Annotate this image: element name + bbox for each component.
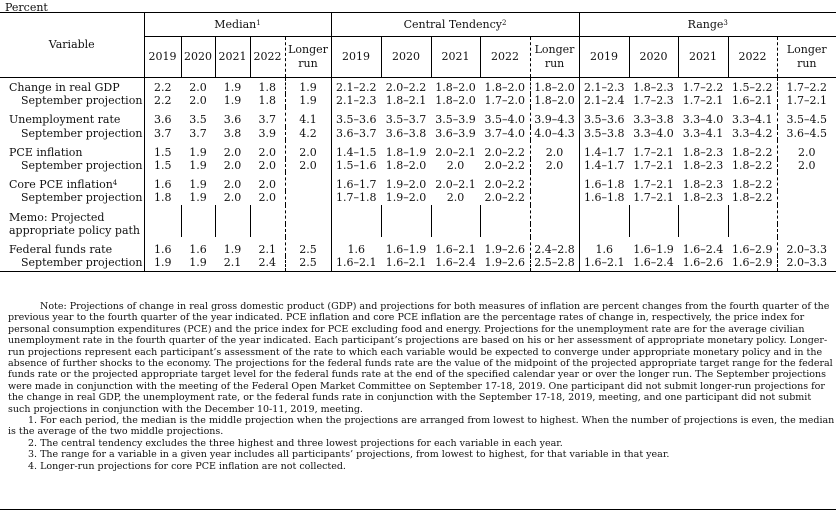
median-cell: 1.6 bbox=[144, 172, 181, 191]
ct-cell: 2.0–2.2 bbox=[484, 178, 526, 192]
year-header: 2019 bbox=[579, 37, 629, 78]
row-label bbox=[0, 78, 144, 95]
longer-run-header: Longer run bbox=[777, 37, 836, 78]
year-header: 2021 bbox=[678, 37, 728, 78]
range-cell: 1.8–2.3 bbox=[682, 191, 724, 205]
median-cell: 1.8 bbox=[144, 191, 181, 204]
empty-cell bbox=[181, 224, 215, 237]
ct-cell: 2.1–2.3 bbox=[331, 94, 381, 107]
variable-row bbox=[0, 140, 836, 159]
range-cell: 1.8–2.3 bbox=[682, 159, 724, 173]
row-label-text: Change in real GDP bbox=[9, 81, 120, 94]
memo-line-1: Memo: Projected bbox=[9, 210, 105, 224]
memo-line-2: appropriate policy path bbox=[9, 223, 141, 237]
median-cell: 1.8 bbox=[258, 81, 276, 94]
range-cell: 1.7–2.1 bbox=[633, 159, 674, 173]
range-cell: 1.6–2.9 bbox=[732, 243, 773, 257]
ct-cell: 1.4–1.5 bbox=[331, 140, 381, 159]
empty-cell bbox=[381, 205, 431, 224]
range-cell: 3.5–3.6 bbox=[579, 107, 629, 126]
empty-cell bbox=[678, 224, 728, 237]
row-label bbox=[0, 256, 144, 272]
empty-cell bbox=[777, 224, 836, 237]
empty-cell bbox=[728, 224, 777, 237]
row-label-text: September projection bbox=[21, 256, 143, 270]
range-cell: 3.3–4.1 bbox=[732, 113, 773, 127]
empty-cell bbox=[530, 224, 579, 237]
range-cell: 1.8–2.2 bbox=[732, 159, 773, 173]
ct-cell: 1.8–2.0 bbox=[385, 159, 427, 173]
footnote-3: 3. The range for a variable in a given year includes all participants’ projections, from lowest to highest, for that variable in that year. bbox=[28, 449, 670, 461]
variable-row bbox=[0, 172, 836, 191]
ct-cell: 1.8–2.0 bbox=[435, 81, 476, 94]
september-projection-row bbox=[0, 94, 836, 107]
range-cell: 3.5–4.5 bbox=[777, 107, 836, 126]
september-projection-row bbox=[0, 159, 836, 172]
empty-cell bbox=[579, 205, 629, 224]
row-label-text: September projection bbox=[21, 191, 143, 205]
range-cell: 1.8–2.2 bbox=[732, 191, 773, 205]
ct-cell: 1.5–1.6 bbox=[331, 159, 381, 172]
range-cell: 2.0 bbox=[777, 159, 836, 172]
empty-cell bbox=[331, 205, 381, 224]
median-cell: 1.8 bbox=[258, 94, 276, 108]
median-cell: 2.0 bbox=[285, 159, 331, 172]
empty-cell bbox=[777, 205, 836, 224]
range-cell: 1.7–2.2 bbox=[682, 81, 724, 94]
median-cell: 3.8 bbox=[223, 126, 242, 140]
empty-cell bbox=[250, 224, 285, 237]
range-cell: 1.6–2.6 bbox=[678, 256, 728, 272]
ct-cell: 1.6–2.1 bbox=[435, 243, 476, 257]
median-cell: 2.0 bbox=[223, 145, 242, 159]
median-cell bbox=[285, 172, 331, 191]
september-projection-row bbox=[0, 127, 836, 140]
range-cell: 1.7–2.1 bbox=[633, 145, 674, 159]
empty-cell bbox=[285, 224, 331, 237]
ct-cell: 2.4–2.8 bbox=[530, 237, 579, 256]
ct-cell: 3.5–3.7 bbox=[385, 113, 427, 127]
range-cell: 1.8–2.2 bbox=[732, 178, 773, 192]
row-label bbox=[0, 237, 144, 256]
median-cell: 1.9 bbox=[189, 145, 207, 159]
empty-cell bbox=[250, 205, 285, 224]
footnote-2: 2. The central tendency excludes the three highest and three lowest projections for each variable in each year. bbox=[28, 437, 563, 449]
ct-cell: 1.7–1.8 bbox=[331, 191, 381, 204]
year-header: 2020 bbox=[181, 37, 215, 78]
ct-cell: 1.9–2.0 bbox=[385, 191, 427, 205]
year-header: 2022 bbox=[480, 37, 530, 78]
median-header: Median$^1$ bbox=[144, 13, 331, 37]
range-cell: 2.0–3.3 bbox=[777, 256, 836, 272]
ct-cell: 2.0–2.1 bbox=[435, 145, 476, 159]
median-cell: 2.0 bbox=[223, 191, 242, 205]
empty-cell bbox=[431, 224, 480, 237]
median-cell: 1.9 bbox=[223, 243, 242, 257]
median-cell: 2.2 bbox=[144, 94, 181, 107]
median-cell: 2.2 bbox=[144, 78, 181, 95]
range-cell: 1.7–2.1 bbox=[777, 94, 836, 107]
range-cell: 1.6–1.9 bbox=[633, 243, 674, 257]
range-cell: 1.8–2.3 bbox=[633, 81, 674, 94]
ct-cell: 1.9–2.0 bbox=[385, 178, 427, 192]
range-cell: 3.5–3.8 bbox=[579, 127, 629, 140]
empty-cell bbox=[480, 205, 530, 224]
ct-cell: 3.7–4.0 bbox=[484, 126, 526, 140]
range-cell: 1.5–2.2 bbox=[732, 81, 773, 94]
median-cell: 2.1 bbox=[215, 256, 250, 272]
ct-cell: 1.9–2.6 bbox=[480, 256, 530, 272]
year-header: 2019 bbox=[144, 37, 181, 78]
median-cell: 2.0 bbox=[189, 81, 207, 94]
ct-cell: 3.6–3.7 bbox=[331, 127, 381, 140]
variable-row bbox=[0, 78, 836, 95]
projections-table bbox=[0, 12, 836, 272]
median-cell: 2.0 bbox=[258, 145, 276, 159]
ct-cell: 3.9–4.3 bbox=[530, 107, 579, 126]
ct-cell: 2.0 bbox=[530, 159, 579, 172]
footnote-marker: 4 bbox=[112, 179, 118, 188]
row-label-text: PCE inflation bbox=[9, 145, 83, 159]
ct-cell: 1.8–2.0 bbox=[530, 94, 579, 107]
median-cell: 2.0 bbox=[189, 94, 207, 108]
median-cell: 2.0 bbox=[258, 178, 276, 192]
row-label-text: Unemployment rate bbox=[9, 113, 121, 127]
footnote-4: 4. Longer-run projections for core PCE inflation are not collected. bbox=[28, 460, 346, 472]
median-cell: 1.6 bbox=[144, 237, 181, 256]
year-header: 2020 bbox=[629, 37, 678, 78]
ct-cell: 1.8–2.1 bbox=[385, 94, 427, 108]
median-cell: 1.5 bbox=[144, 159, 181, 172]
median-cell: 1.5 bbox=[144, 140, 181, 159]
range-cell: 2.0 bbox=[777, 140, 836, 159]
ct-cell: 2.5–2.8 bbox=[530, 256, 579, 272]
ct-cell: 2.1–2.2 bbox=[331, 78, 381, 95]
ct-cell: 2.0–2.2 bbox=[385, 81, 427, 94]
range-cell: 1.7–2.3 bbox=[633, 94, 674, 108]
empty-cell bbox=[728, 205, 777, 224]
empty-cell bbox=[480, 224, 530, 237]
empty-cell bbox=[431, 205, 480, 224]
ct-cell bbox=[530, 191, 579, 204]
memo-row bbox=[0, 205, 836, 224]
range-cell: 2.0–3.3 bbox=[777, 237, 836, 256]
empty-cell bbox=[181, 205, 215, 224]
median-cell: 1.9 bbox=[189, 191, 207, 205]
range-cell: 1.7–2.1 bbox=[633, 178, 674, 192]
ct-cell: 1.6–2.1 bbox=[331, 256, 381, 272]
range-cell: 1.6–2.9 bbox=[728, 256, 777, 272]
median-cell: 2.1 bbox=[258, 243, 276, 257]
empty-cell bbox=[579, 224, 629, 237]
range-cell: 1.7–2.1 bbox=[682, 94, 724, 108]
median-cell: 1.9 bbox=[285, 78, 331, 95]
year-header: 2020 bbox=[381, 37, 431, 78]
row-label bbox=[0, 140, 144, 159]
row-label-text: Core PCE inflation bbox=[9, 178, 113, 192]
ct-cell: 1.7–2.0 bbox=[484, 94, 526, 108]
range-cell: 3.3–4.0 bbox=[633, 126, 674, 140]
range-cell: 1.8–2.3 bbox=[682, 145, 724, 159]
central-tendency-header: Central Tendency$^2$ bbox=[331, 13, 579, 37]
row-label bbox=[0, 172, 144, 191]
median-cell: 2.0 bbox=[285, 140, 331, 159]
ct-cell: 2.0 bbox=[446, 191, 465, 205]
ct-cell: 1.8–2.0 bbox=[435, 94, 476, 108]
range-cell: 3.6–4.5 bbox=[777, 127, 836, 140]
ct-cell: 3.6–3.8 bbox=[385, 126, 427, 140]
ct-cell: 2.0 bbox=[530, 140, 579, 159]
row-label bbox=[0, 107, 144, 126]
range-cell: 1.7–2.1 bbox=[633, 191, 674, 205]
empty-cell bbox=[331, 224, 381, 237]
row-label bbox=[0, 159, 144, 172]
empty-cell bbox=[530, 205, 579, 224]
range-cell: 1.4–1.7 bbox=[579, 140, 629, 159]
range-cell: 3.3–4.0 bbox=[682, 113, 724, 127]
year-header: 2021 bbox=[431, 37, 480, 78]
row-label bbox=[0, 127, 144, 140]
empty-cell bbox=[678, 205, 728, 224]
empty-cell bbox=[215, 205, 250, 224]
median-cell: 1.9 bbox=[223, 94, 242, 108]
range-cell: 1.4–1.7 bbox=[579, 159, 629, 172]
ct-cell: 1.8–1.9 bbox=[385, 145, 427, 159]
ct-cell: 1.8–2.0 bbox=[530, 78, 579, 95]
year-header: 2022 bbox=[250, 37, 285, 78]
row-label-text: September projection bbox=[21, 94, 143, 108]
empty-cell bbox=[215, 224, 250, 237]
memo-row bbox=[0, 224, 836, 237]
median-cell: 4.1 bbox=[285, 107, 331, 126]
ct-cell: 1.6–1.9 bbox=[385, 243, 427, 257]
year-header: 2022 bbox=[728, 37, 777, 78]
range-cell: 1.6–2.4 bbox=[629, 256, 678, 272]
median-cell: 2.0 bbox=[258, 191, 276, 205]
ct-cell: 1.6–2.1 bbox=[381, 256, 431, 272]
ct-cell: 3.6–3.9 bbox=[435, 126, 476, 140]
row-label bbox=[0, 94, 144, 107]
median-cell: 3.7 bbox=[189, 126, 207, 140]
median-cell: 2.5 bbox=[285, 256, 331, 272]
median-cell: 1.9 bbox=[223, 81, 242, 94]
year-header: 2019 bbox=[331, 37, 381, 78]
median-cell: 3.7 bbox=[258, 113, 276, 127]
range-cell: 3.3–4.1 bbox=[682, 126, 724, 140]
longer-run-header: Longer run bbox=[285, 37, 331, 78]
range-cell bbox=[777, 172, 836, 191]
variable-header: Variable bbox=[0, 13, 144, 78]
range-cell bbox=[777, 191, 836, 204]
range-cell: 1.6–1.8 bbox=[579, 172, 629, 191]
median-cell bbox=[285, 191, 331, 204]
median-cell: 3.6 bbox=[144, 107, 181, 126]
ct-cell: 3.5–3.6 bbox=[331, 107, 381, 126]
empty-cell bbox=[629, 224, 678, 237]
row-label-text: Federal funds rate bbox=[9, 243, 113, 257]
ct-cell: 1.6–1.7 bbox=[331, 172, 381, 191]
median-cell: 3.9 bbox=[258, 126, 276, 140]
median-cell: 1.9 bbox=[189, 178, 207, 192]
median-cell: 1.6 bbox=[189, 243, 207, 257]
range-cell: 1.7–2.2 bbox=[777, 78, 836, 95]
ct-cell: 2.0–2.2 bbox=[484, 145, 526, 159]
ct-cell: 1.6 bbox=[331, 237, 381, 256]
range-cell: 2.1–2.4 bbox=[579, 94, 629, 107]
range-cell: 1.6–2.1 bbox=[732, 94, 773, 108]
ct-cell: 2.0–2.2 bbox=[484, 191, 526, 205]
empty-cell bbox=[629, 205, 678, 224]
range-cell: 1.6 bbox=[579, 237, 629, 256]
range-cell: 1.8–2.3 bbox=[682, 178, 724, 192]
ct-cell: 1.6–2.4 bbox=[431, 256, 480, 272]
empty-cell bbox=[144, 205, 181, 224]
row-label bbox=[0, 191, 144, 204]
range-cell: 3.3–3.8 bbox=[633, 113, 674, 127]
table-body bbox=[0, 78, 836, 272]
september-projection-row bbox=[0, 191, 836, 204]
range-cell: 1.8–2.2 bbox=[732, 145, 773, 159]
ct-cell: 3.5–4.0 bbox=[484, 113, 526, 127]
ct-cell: 2.0–2.2 bbox=[484, 159, 526, 173]
median-cell: 3.7 bbox=[144, 127, 181, 140]
range-header: Range$^3$ bbox=[579, 13, 836, 37]
range-cell: 2.1–2.3 bbox=[579, 78, 629, 95]
row-label-text: September projection bbox=[21, 126, 143, 140]
median-cell: 1.9 bbox=[189, 159, 207, 173]
note-main: Note: Projections of change in real gross domestic product (GDP) and projections for both measures of inflation are percent changes from the fourth quarter of the previous year to the fourth quarter of the year indicated. PCE inflation and core PCE inflation are the percentage rates of change in, respectively, the price index for personal consumption expenditures (PCE) and the price index for PCE excluding food and energy. Projections for the unemployment rate are for the average civilian unemployment rate in the fourth quarter of the year indicated. Each participant’s projections are based on his or her assessment of appropriate monetary policy. Longer-run projections represent each participant’s assessment of the rate to which each variable would be expected to converge under appropriate monetary policy and in the absence of further shocks to the economy. The projections for the federal funds rate are the value of the midpoint of the projected appropriate target range for the federal funds rate or the projected appropriate target level for the federal funds rate at the end of the specified calendar year or over the longer run. The September projections were made in conjunction with the meeting of the Federal Open Market Committee on September 17-18, 2019. One participant did not submit longer-run projections for the change in real GDP, the unemployment rate, or the federal funds rate in conjunction with the September 17-18, 2019, meeting, and one participant did not submit such projections in conjunction with the December 10-11, 2019, meeting. bbox=[8, 301, 833, 415]
year-header: 2021 bbox=[215, 37, 250, 78]
ct-cell: 2.0 bbox=[446, 159, 465, 173]
median-cell: 2.0 bbox=[223, 178, 242, 192]
empty-cell bbox=[144, 224, 181, 237]
range-cell: 1.6–2.1 bbox=[579, 256, 629, 272]
variable-row bbox=[0, 107, 836, 126]
median-cell: 1.9 bbox=[285, 94, 331, 107]
median-cell: 2.0 bbox=[258, 159, 276, 173]
table-notes bbox=[0, 301, 836, 510]
september-projection-row bbox=[0, 256, 836, 272]
median-cell: 4.2 bbox=[285, 127, 331, 140]
median-cell: 2.4 bbox=[250, 256, 285, 272]
range-cell: 1.6–2.4 bbox=[682, 243, 724, 257]
ct-cell: 1.8–2.0 bbox=[484, 81, 526, 94]
range-cell: 3.3–4.2 bbox=[732, 126, 773, 140]
range-cell: 1.6–1.8 bbox=[579, 191, 629, 204]
empty-cell bbox=[381, 224, 431, 237]
longer-run-header: Longer run bbox=[530, 37, 579, 78]
ct-cell: 1.9–2.6 bbox=[484, 243, 526, 257]
median-cell: 3.5 bbox=[189, 113, 207, 127]
median-cell: 1.9 bbox=[144, 256, 181, 272]
footnote-1: 1. For each period, the median is the middle projection when the projections are arranged from lowest to highest. When the number of projections is even, the median is the average of the two middle projections. bbox=[8, 415, 835, 438]
ct-cell: 3.5–3.9 bbox=[435, 113, 476, 127]
empty-cell bbox=[285, 205, 331, 224]
ct-cell: 2.0–2.1 bbox=[435, 178, 476, 192]
variable-row bbox=[0, 237, 836, 256]
median-cell: 2.0 bbox=[223, 159, 242, 173]
ct-cell bbox=[530, 172, 579, 191]
row-label-text: September projection bbox=[21, 159, 143, 173]
median-cell: 2.5 bbox=[285, 237, 331, 256]
unit-label: Percent bbox=[5, 1, 48, 14]
median-cell: 3.6 bbox=[223, 113, 242, 127]
median-cell: 1.9 bbox=[181, 256, 215, 272]
ct-cell: 4.0–4.3 bbox=[530, 127, 579, 140]
